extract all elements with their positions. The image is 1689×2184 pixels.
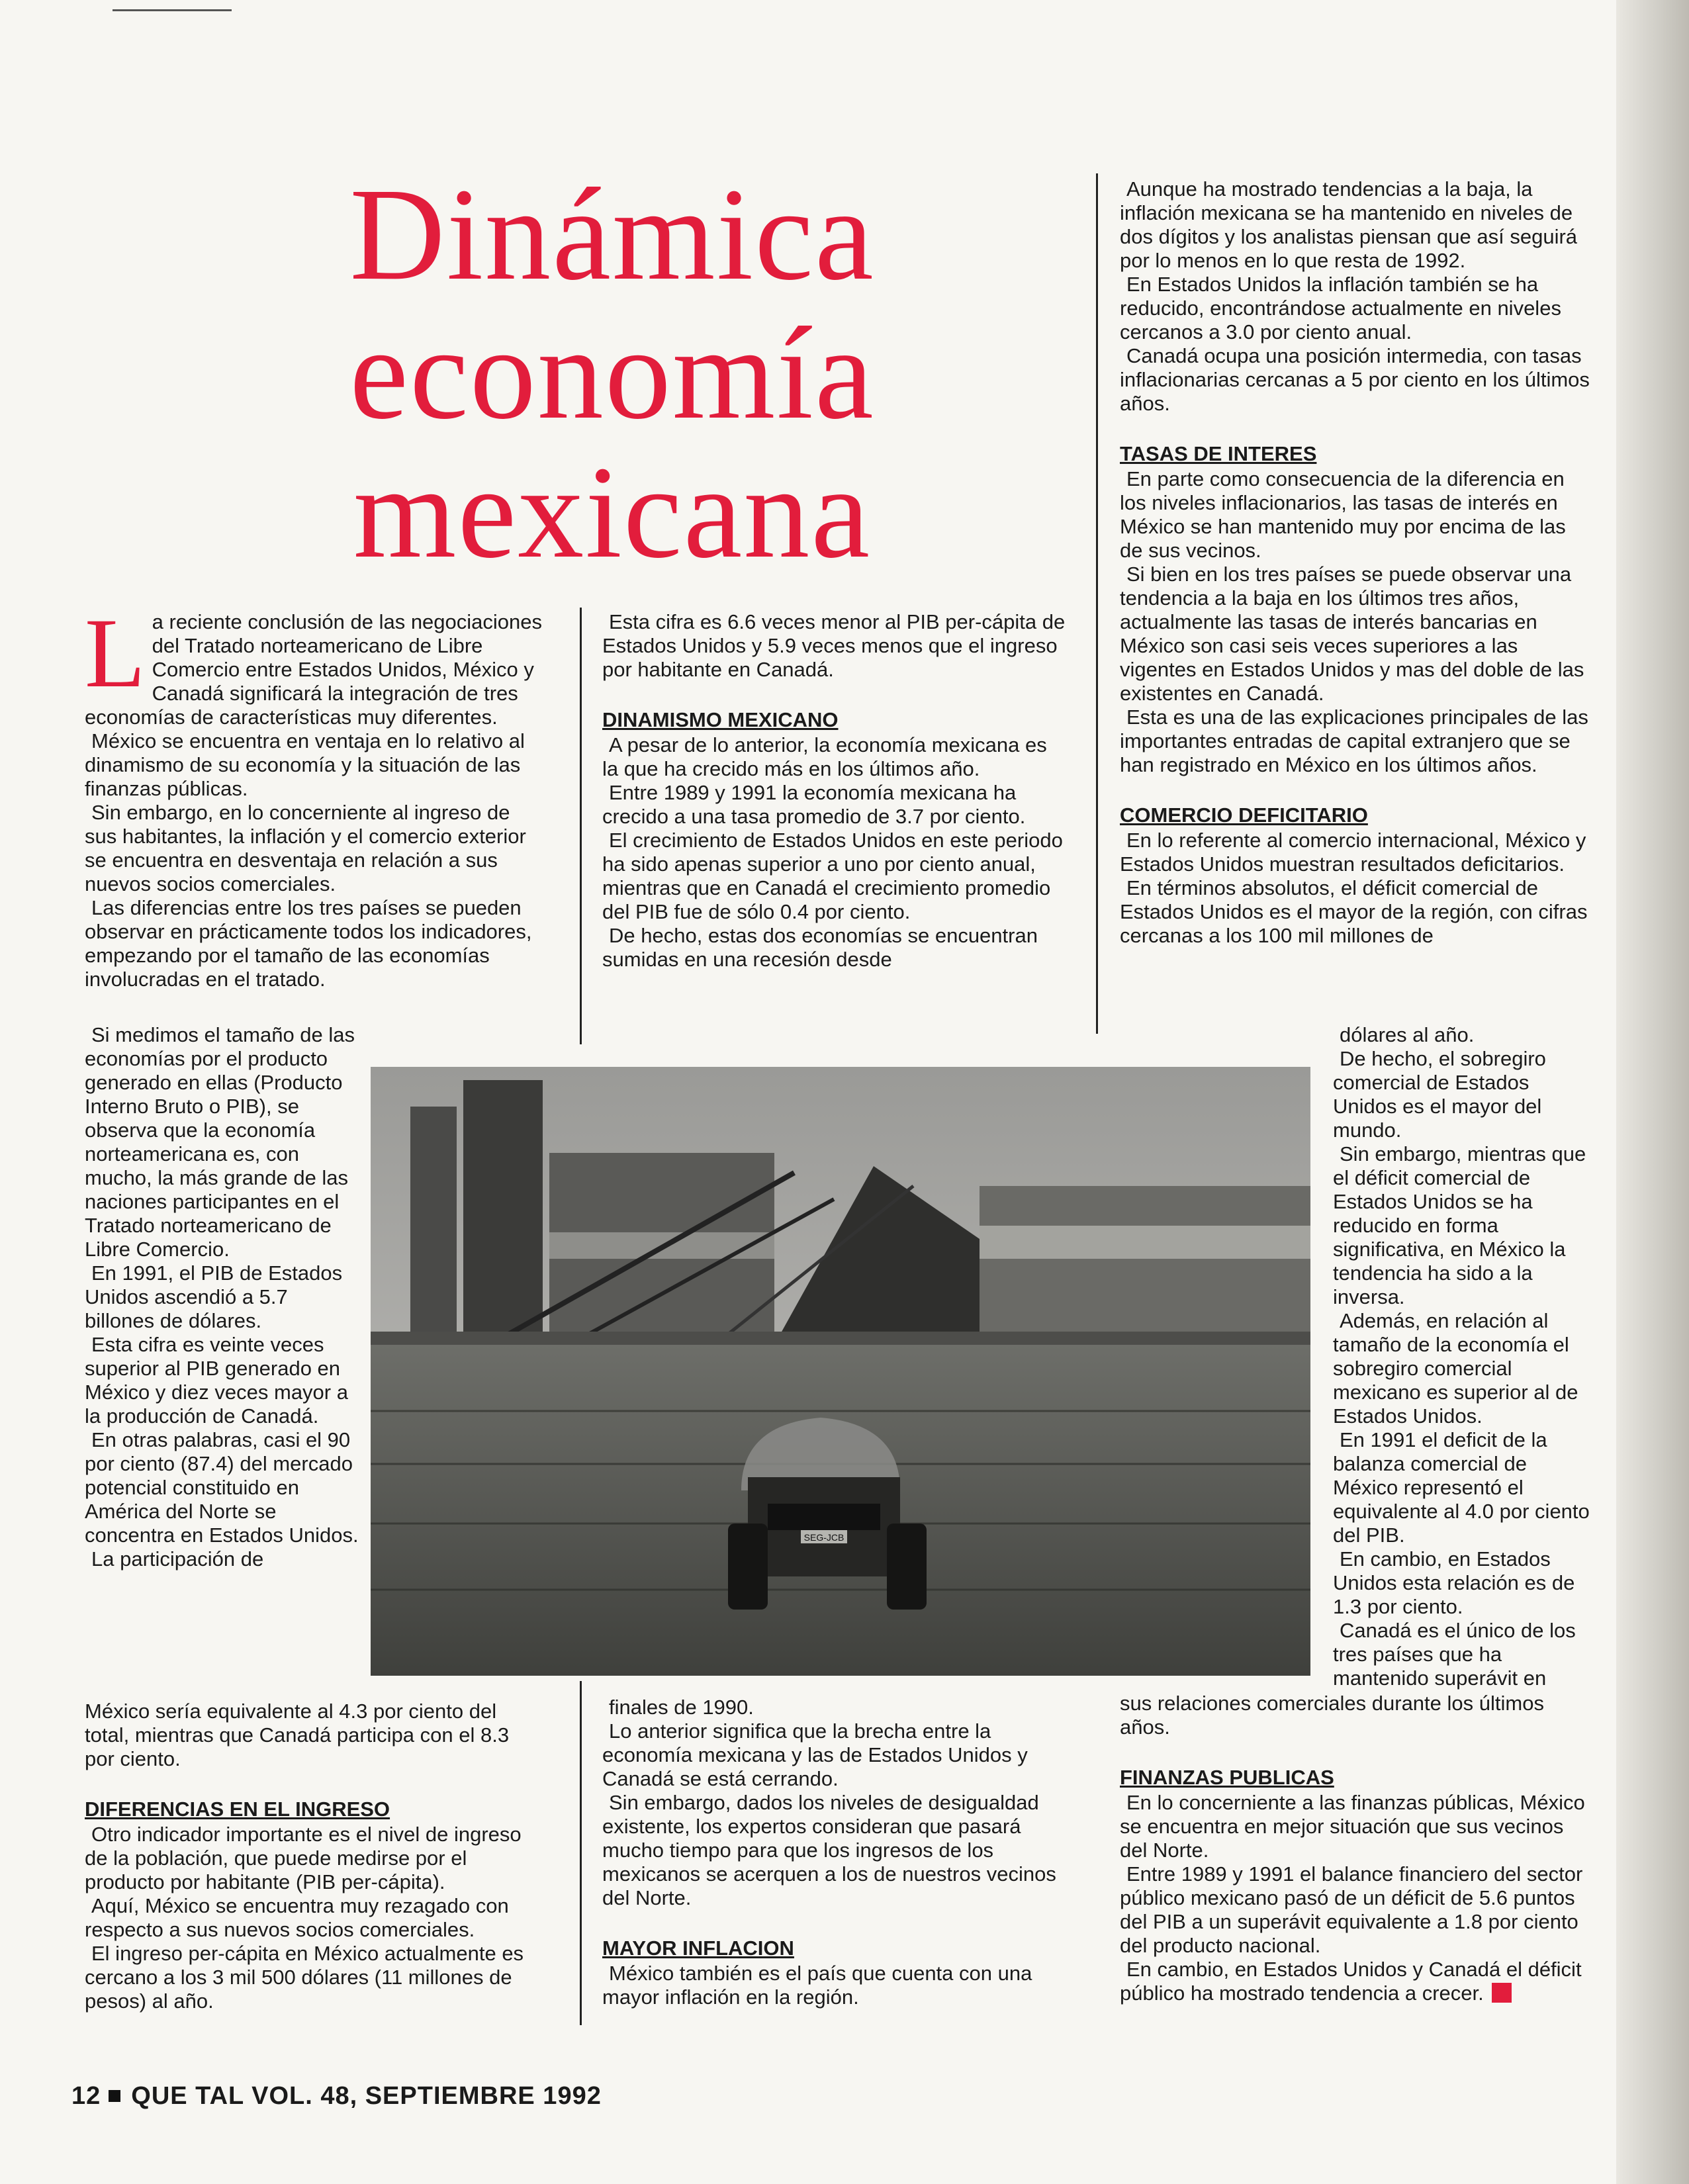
paragraph: En cambio, en Estados Unidos esta relación es de 1.3 por ciento. [1333, 1547, 1575, 1618]
heading-finanzas-publicas: FINANZAS PUBLICAS [1120, 1766, 1334, 1789]
paragraph: Canadá ocupa una posición intermedia, con tasas inflacionarias cercanas a 5 por ciento en los últimos años. [1120, 344, 1590, 415]
paragraph: El crecimiento de Estados Unidos en este periodo ha sido apenas superior a uno por ciento anual, mientras que en Canadá el crecimiento promedio del PIB fue de sólo 0.4 por ciento. [602, 829, 1063, 923]
photo-tractor-field-factory [371, 1067, 1310, 1676]
paragraph: Aquí, México se encuentra muy rezagado con respecto a sus nuevos socios comerciales. [85, 1894, 509, 1941]
final-paragraph [1120, 1958, 1590, 2005]
heading-dinamismo-mexicano: DINAMISMO MEXICANO [602, 708, 839, 731]
heading-diferencias-ingreso: DIFERENCIAS EN EL INGRESO [85, 1797, 390, 1821]
column-1-bottom [85, 1700, 543, 2013]
paragraph: Esta cifra es 6.6 veces menor al PIB per-cápita de Estados Unidos y 5.9 veces menos que el ingreso por habitante en Canadá. [602, 610, 1066, 681]
column-1-narrow [85, 1023, 363, 1571]
paragraph: En lo referente al comercio internacional, México y Estados Unidos muestran resultados deficitarios. [1120, 829, 1586, 876]
paragraph: En otras palabras, casi el 90 por ciento (87.4) del mercado potencial constituido en América del Norte se concentra en Estados Unidos. [85, 1428, 359, 1547]
drop-cap: L [85, 598, 146, 708]
paragraph: El ingreso per-cápita en México actualmente es cercano a los 3 mil 500 dólares (11 millones de pesos) al año. [85, 1942, 524, 2013]
paragraph: Esta es una de las explicaciones principales de las importantes entradas de capital extranjero que se han registrado en México en los últimos años. [1120, 705, 1588, 776]
paragraph: Sin embargo, en lo concerniente al ingreso de sus habitantes, la inflación y el comercio exterior se encuentra en desventaja en relación a sus nuevos socios comerciales. [85, 801, 526, 895]
paragraph: Entre 1989 y 1991 la economía mexicana ha crecido a una tasa promedio de 3.7 por ciento. [602, 781, 1026, 828]
paragraph: Esta cifra es veinte veces superior al PIB generado en México y diez veces mayor a la producción de Canadá. [85, 1333, 348, 1428]
paragraph: a reciente conclusión de las negociaciones del Tratado norteamericano de Libre Comercio entre Estados Unidos, México y Canadá significará la integración de tres economías de características muy diferentes. [85, 610, 543, 729]
paragraph: En Estados Unidos la inflación también se ha reducido, encontrándose actualmente en niveles cercanos a 3.0 por ciento anual. [1120, 273, 1561, 343]
paragraph: México sería equivalente al 4.3 por ciento del total, mientras que Canadá participa con el 8.3 por ciento. [85, 1700, 510, 1770]
paragraph: En lo concerniente a las finanzas públicas, México se encuentra en mejor situación que sus vecinos del Norte. [1120, 1791, 1585, 1862]
article-title [265, 161, 960, 586]
final-text: En cambio, en Estados Unidos y Canadá el déficit público ha mostrado tendencia a crecer. [1120, 1958, 1582, 2005]
column-1-top [85, 598, 543, 991]
paragraph: finales de 1990. [609, 1696, 754, 1719]
column-3-top [1120, 177, 1590, 948]
paragraph: De hecho, el sobregiro comercial de Estados Unidos es el mayor del mundo. [1333, 1047, 1546, 1142]
paragraph: A pesar de lo anterior, la economía mexicana es la que ha crecido más en los últimos año. [602, 733, 1047, 780]
paragraph: Aunque ha mostrado tendencias a la baja, la inflación mexicana se ha mantenido en niveles de dos dígitos y los analistas piensan que así seguirá por lo menos en lo que resta de 1992. [1120, 177, 1578, 272]
heading-comercio-deficitario: COMERCIO DEFICITARIO [1120, 803, 1368, 827]
heading-mayor-inflacion: MAYOR INFLACION [602, 1936, 794, 1960]
paragraph: Si bien en los tres países se puede observar una tendencia a la baja en los últimos tres años, actualmente las tasas de interés bancarias en México son casi seis veces superiores a las vigentes en Estados Unidos y mas del doble de las existentes en Canadá. [1120, 563, 1584, 705]
column-rule-1-lower [580, 1681, 582, 2025]
tractor-plate: SEG-JCB [803, 1532, 844, 1543]
paragraph: México se encuentra en ventaja en lo relativo al dinamismo de su economía y la situación de las finanzas públicas. [85, 729, 525, 800]
paragraph: Otro indicador importante es el nivel de ingreso de la población, que puede medirse por el producto por habitante (PIB per-cápita). [85, 1823, 522, 1893]
heading-tasas-interes: TASAS DE INTERES [1120, 442, 1317, 465]
paragraph: En términos absolutos, el déficit comercial de Estados Unidos es el mayor de la región, con cifras cercanas a los 100 mil millones de [1120, 876, 1588, 947]
publication-info: QUE TAL VOL. 48, SEPTIEMBRE 1992 [131, 2082, 602, 2110]
paragraph: Además, en relación al tamaño de la economía el sobregiro comercial mexicano es superior al de Estados Unidos. [1333, 1309, 1578, 1428]
page-edge [1616, 0, 1689, 2184]
paragraph: En 1991 el deficit de la balanza comercial de México representó el equivalente al 4.0 por ciento del PIB. [1333, 1428, 1590, 1547]
column-rule-1 [580, 608, 582, 1044]
paragraph: Entre 1989 y 1991 el balance financiero del sector público mexicano pasó de un déficit de 5.6 puntos del PIB a un superávit equivalente a 1.8 por ciento del producto nacional. [1120, 1862, 1583, 1957]
end-mark-square-icon [1492, 1983, 1512, 2003]
paragraph: dólares al año. [1340, 1023, 1475, 1046]
column-3-bottom [1120, 1692, 1590, 2005]
column-2-top [602, 610, 1066, 972]
paragraph: Lo anterior significa que la brecha entre la economía mexicana y las de Estados Unidos y Canadá se está cerrando. [602, 1719, 1028, 1790]
photo-illustration [371, 1067, 1310, 1676]
paragraph: En parte como consecuencia de la diferencia en los niveles inflacionarios, las tasas de interés en México se han mantenido muy por encima de las de sus vecinos. [1120, 467, 1566, 562]
paragraph: En 1991, el PIB de Estados Unidos ascendió a 5.7 billones de dólares. [85, 1261, 343, 1332]
page-number: 12 [71, 2082, 101, 2110]
paragraph: Sin embargo, mientras que el déficit comercial de Estados Unidos se ha reducido en forma significativa, en México la tendencia ha sido a la inversa. [1333, 1142, 1586, 1308]
paragraph: Las diferencias entre los tres países se pueden observar en prácticamente todos los indicadores, empezando por el tamaño de las economías involucradas en el tratado. [85, 896, 532, 991]
paragraph: Canadá es el único de los tres países que ha mantenido superávit en [1333, 1619, 1576, 1690]
column-3-narrow [1333, 1023, 1591, 1690]
title-line-1: Dinámica [349, 161, 875, 308]
column-rule-2 [1096, 173, 1098, 1034]
paragraph: Sin embargo, dados los niveles de desigualdad existente, los expertos consideran que pasará mucho tiempo para que los ingresos de los mexicanos se acerquen a los de nuestros vecinos del Norte. [602, 1791, 1056, 1909]
paragraph: Si medimos el tamaño de las economías por el producto generado en ellas (Producto Interno Bruto o PIB), se observa que la economía norteamericana es, con mucho, la más grande de las naciones participantes en el Tratado norteamericano de Libre Comercio. [85, 1023, 355, 1261]
paragraph: La participación de [91, 1547, 264, 1570]
paragraph: De hecho, estas dos economías se encuentran sumidas en una recesión desde [602, 924, 1038, 971]
title-line-2: economía [349, 300, 875, 447]
top-rule [113, 9, 232, 11]
bullet-square-icon [109, 2090, 120, 2102]
paragraph: México también es el país que cuenta con una mayor inflación en la región. [602, 1962, 1032, 2009]
paragraph: sus relaciones comerciales durante los últimos años. [1120, 1692, 1544, 1739]
column-2-bottom [602, 1696, 1066, 2009]
title-line-3: mexicana [353, 439, 872, 586]
page-footer [71, 2082, 602, 2111]
